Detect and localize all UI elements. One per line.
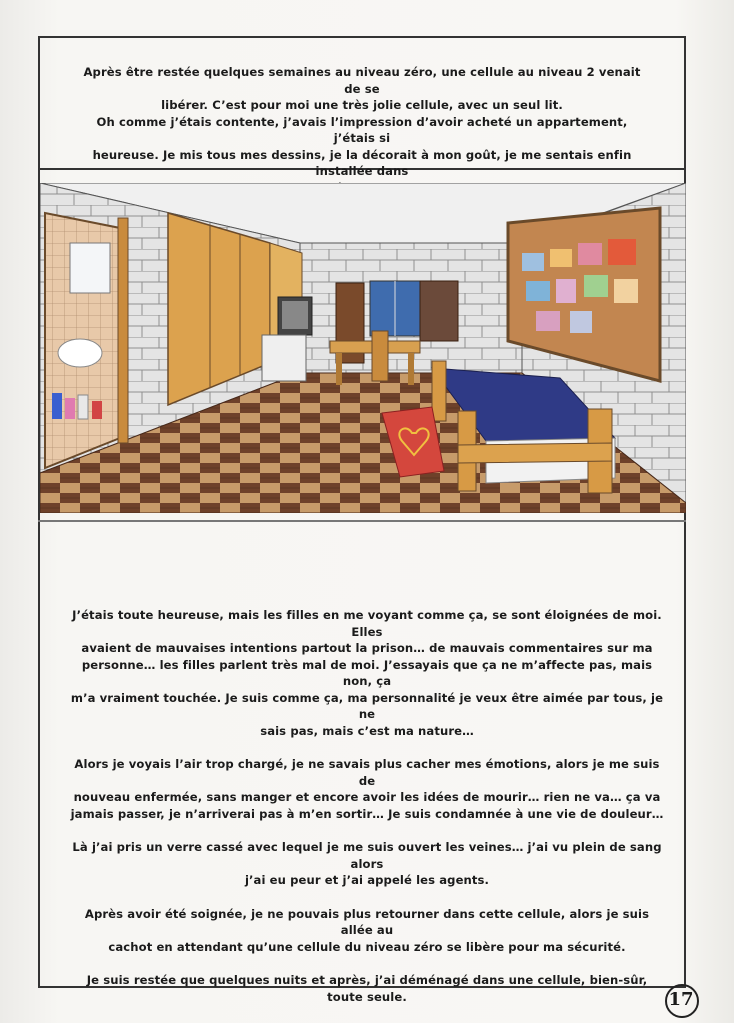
narration-line: J’étais toute heureuse, mais les filles en me voyant comme ça, se sont éloignées de moi. Elles <box>72 608 662 639</box>
drawing-2 <box>550 249 572 267</box>
narration-line: personne… les filles parlent très mal de moi. J’essayais que ça ne m’affecte pas, mais non, ça <box>81 657 653 688</box>
page-number: 17 <box>668 989 694 1010</box>
narration-line: heureuse. Je mis tous mes dessins, je la décorait à mon goût, je me sentais enfin installée dans <box>92 147 632 178</box>
narration-panel-top <box>40 38 684 178</box>
narration-line: m’a vraiment touchée. Je suis comme ça, ma personnalité je veux être aimée par tous, je ne <box>70 690 664 721</box>
narration-paragraph-5 <box>70 972 664 1005</box>
chair <box>372 331 388 381</box>
narration-line: sais pas, mais c’est ma nature… <box>260 723 474 738</box>
cell-illustration <box>40 183 686 513</box>
door-frame <box>118 218 128 443</box>
bed-footboard <box>458 443 612 463</box>
frame-right-border <box>684 38 686 988</box>
bottle-pink <box>65 398 75 419</box>
curtain <box>420 281 458 341</box>
narration-line: Après avoir été soignée, je ne pouvais plus retourner dans cette cellule, alors je suis allée au <box>84 906 650 937</box>
narration-line: Je suis restée que quelques nuits et après, j’ai déménagé dans une cellule, bien-sûr, toute seule. <box>86 973 648 1004</box>
narration-paragraph-1 <box>70 607 664 739</box>
narration-line: jamais passer, je n’arriverai pas à m’en sortir… Je suis condamnée à une vie de douleur… <box>70 806 664 821</box>
narration-text-bottom <box>70 607 664 1022</box>
narration-line: cachot en attendant qu’une cellule du niveau zéro se libère pour ma sécurité. <box>108 939 626 954</box>
bottle-blue <box>52 393 62 419</box>
drawing-6 <box>556 279 576 303</box>
drawing-9 <box>536 311 560 331</box>
television-screen <box>282 301 308 329</box>
drawing-3 <box>578 243 602 265</box>
narration-paragraph-3 <box>70 839 664 889</box>
narration-line: Oh comme j’étais contente, j’avais l’impression d’avoir acheté un appartement, j’étais si <box>96 114 628 145</box>
drawing-4 <box>608 239 636 265</box>
frame-divider-2 <box>38 520 686 522</box>
bathroom-mirror <box>70 243 110 293</box>
narration-line: avaient de mauvaises intentions partout la prison… de mauvais commentaires sur ma <box>81 641 653 655</box>
narration-line: Alors je voyais l’air trop chargé, je ne savais plus cacher mes émotions, alors je me suis de <box>74 757 660 788</box>
narration-paragraph-2 <box>70 756 664 822</box>
narration-text-top <box>80 64 644 196</box>
bottle-white <box>78 395 88 419</box>
drawing-7 <box>584 275 608 297</box>
bathroom-sink <box>58 339 102 367</box>
narration-line: Après être restée quelques semaines au niveau zéro, une cellule au niveau 2 venait de se <box>83 65 641 96</box>
fridge <box>262 335 306 381</box>
drawing-5 <box>526 281 550 301</box>
bottle-red <box>92 401 102 419</box>
drawing-1 <box>522 253 544 271</box>
narration-line: libérer. C’est pour moi une très jolie cellule, avec un seul lit. <box>161 98 563 112</box>
narration-line: Là j’ai pris un verre cassé avec lequel je me suis ouvert les veines… j’ai vu plein de sang alors <box>72 840 662 871</box>
drawing-8 <box>614 279 638 303</box>
drawing-10 <box>570 311 592 333</box>
narration-line: nouveau enfermée, sans manger et encore avoir les idées de mourir… rien ne va… ça va <box>73 790 661 804</box>
narration-line: j’ai eu peur et j’ai appelé les agents. <box>244 873 490 887</box>
narration-paragraph-4 <box>70 906 664 956</box>
bed-post-back <box>432 361 446 421</box>
